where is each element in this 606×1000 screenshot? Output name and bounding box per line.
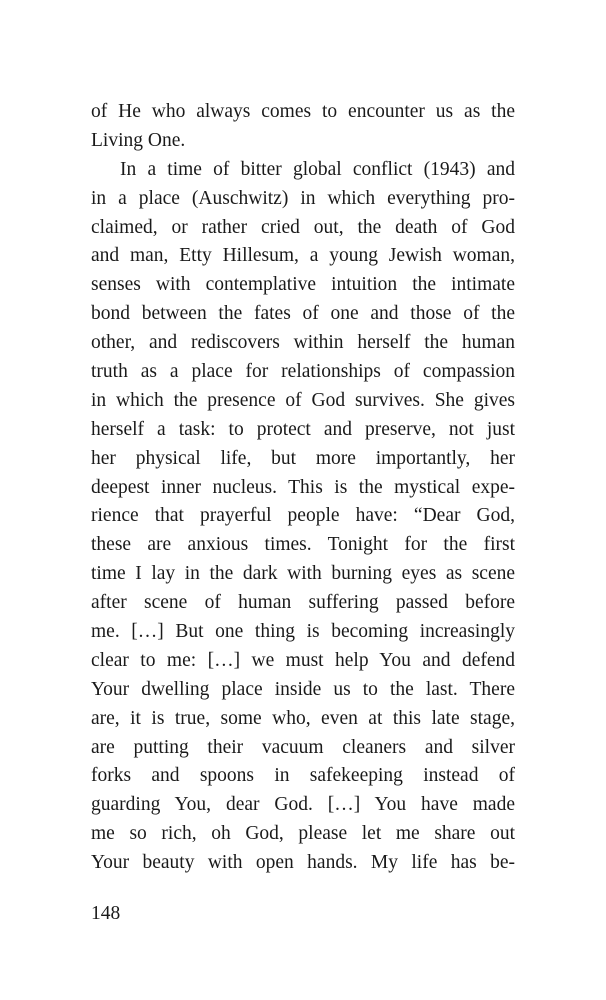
text-line: forks and spoons in safekeeping instead of — [91, 765, 515, 787]
text-line: bond between the fates of one and those of the — [91, 303, 515, 325]
text-line: guarding You, dear God. […] You have made — [91, 794, 515, 816]
text-line: rience that prayerful people have: “Dear God, — [91, 505, 515, 527]
text-line: time I lay in the dark with burning eyes as scene — [91, 563, 515, 585]
text-line: in a place (Auschwitz) in which everything pro- — [91, 187, 515, 209]
text-line: Your dwelling place inside us to the last. There — [91, 678, 515, 700]
text-line: and man, Etty Hillesum, a young Jewish woman, — [91, 245, 515, 267]
text-line: Your beauty with open hands. My life has be- — [91, 852, 515, 874]
page-number: 148 — [91, 903, 121, 924]
text-line: senses with contemplative intuition the intimate — [91, 274, 515, 296]
text-line: herself a task: to protect and preserve, not just — [91, 418, 515, 440]
text-line: of He who always comes to encounter us as the — [91, 101, 515, 122]
text-line: other, and rediscovers within herself the human — [91, 332, 515, 354]
text-line: deepest inner nucleus. This is the mystical expe- — [91, 476, 515, 498]
text-line: clear to me: […] we must help You and defend — [91, 649, 515, 671]
text-line: claimed, or rather cried out, the death of God — [91, 216, 515, 238]
text-line: me. […] But one thing is becoming increasingly — [91, 621, 515, 643]
text-line: after scene of human suffering passed before — [91, 592, 515, 614]
text-line: are putting their vacuum cleaners and silver — [91, 736, 515, 758]
text-line: In a time of bitter global conflict (1943) and — [120, 158, 515, 180]
text-line: her physical life, but more importantly, her — [91, 447, 515, 469]
text-line: me so rich, oh God, please let me share out — [91, 823, 515, 845]
body-text — [91, 98, 515, 878]
text-line: Living One. — [91, 129, 186, 151]
text-line: truth as a place for relationships of compassion — [91, 361, 515, 383]
text-line: are, it is true, some who, even at this late stage, — [91, 707, 515, 729]
text-line: in which the presence of God survives. She gives — [91, 389, 515, 411]
text-line: these are anxious times. Tonight for the first — [91, 534, 515, 556]
